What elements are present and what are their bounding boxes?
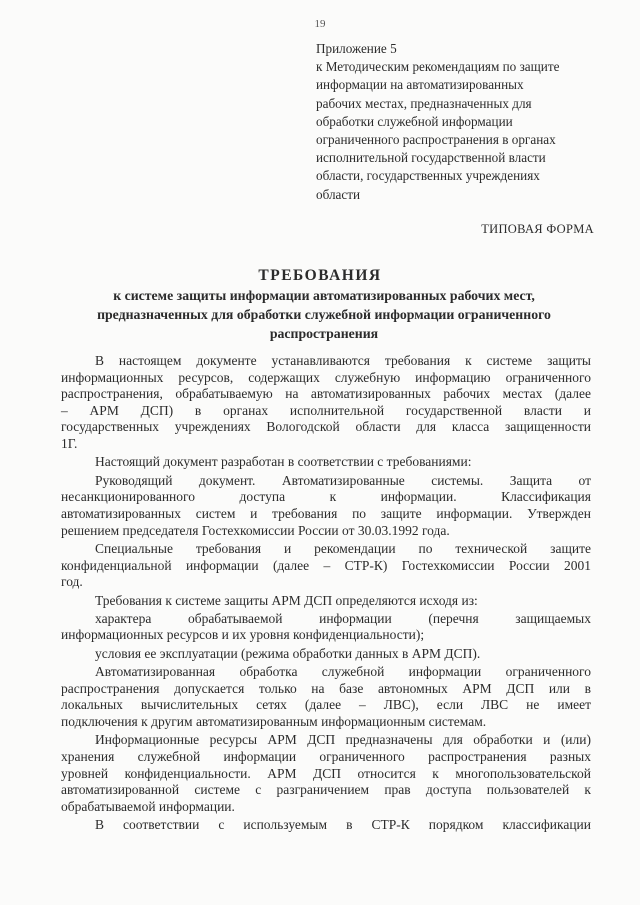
appendix-line: Приложение 5	[316, 41, 397, 56]
paragraph-line: Автоматизированная обработка служебной информации ограниченного	[95, 664, 591, 680]
appendix-line: рабочих местах, предназначенных для	[316, 95, 532, 111]
form-type-label: ТИПОВАЯ ФОРМА	[481, 222, 594, 236]
appendix-line: обработки служебной информации	[316, 113, 513, 129]
paragraph-line: уровней конфиденциальности. АРМ ДСП относится к многопользовательской	[61, 765, 591, 781]
paragraph-line: Специальные требования и рекомендации по технической защите	[95, 540, 591, 556]
paragraph-line: подключения к другим автоматизированным информационным системам.	[61, 714, 487, 730]
paragraph	[61, 732, 591, 815]
page-number: 19	[314, 18, 326, 30]
paragraph-line: В настоящем документе устанавливаются требования к системе защиты	[95, 353, 591, 368]
paragraph-line: Настоящий документ разработан в соответствии с требованиями:	[95, 454, 472, 470]
document-body	[61, 353, 591, 836]
paragraph-line: несанкционированного доступа к информации. Классификация	[61, 489, 591, 505]
appendix-line: области	[316, 186, 361, 202]
paragraph	[61, 473, 591, 539]
subtitle-line: предназначенных для обработки служебной информации ограниченного	[97, 307, 551, 322]
paragraph-line: конфиденциальной информации (далее – СТР-К) Гостехкомиссии России 2001	[61, 557, 591, 573]
paragraph	[61, 817, 591, 834]
paragraph-line: хранения служебной информации ограниченного распространения разных	[61, 749, 591, 765]
paragraph-line: Информационные ресурсы АРМ ДСП предназначены для обработки и (или)	[95, 732, 591, 748]
appendix-line: к Методическим рекомендациям по защите	[316, 59, 560, 75]
paragraph-line: локальных вычислительных сетях (далее – ЛВС), если ЛВС не имеет	[61, 697, 591, 713]
paragraph-line: информационных ресурсов и их уровня конфиденциальности);	[61, 627, 425, 643]
paragraph	[61, 664, 591, 730]
paragraph-line: информационных ресурсов, содержащих служебную информацию ограниченного	[61, 369, 591, 385]
paragraph-line: год.	[61, 574, 83, 590]
paragraph-line: В соответствии с используемым в СТР-К порядком классификации	[95, 817, 591, 833]
paragraph-line: автоматизированной системе с разграничением прав доступа пользователей к	[61, 782, 591, 798]
appendix-line: ограниченного распространения в органах	[316, 132, 556, 148]
paragraph-line: характера обрабатываемой информации (перечня защищаемых	[95, 610, 591, 626]
appendix-line: информации на автоматизированных	[316, 77, 524, 93]
paragraph	[61, 611, 591, 644]
document-subtitle	[40, 286, 608, 343]
appendix-line: области, государственных учреждениях	[316, 168, 540, 184]
paragraph-line: 1Г.	[61, 435, 78, 451]
paragraph-line: – АРМ ДСП) в органах исполнительной государственной власти и	[61, 402, 591, 418]
paragraph	[61, 593, 591, 610]
paragraph	[61, 541, 591, 591]
paragraph	[61, 454, 591, 471]
paragraph-line: Требования к системе защиты АРМ ДСП определяются исходя из:	[95, 592, 478, 608]
paragraph	[61, 646, 591, 663]
paragraph-line: автоматизированных систем и требования по защите информации. Утвержден	[61, 505, 591, 521]
subtitle-line: к системе защиты информации автоматизированных рабочих мест,	[113, 288, 535, 303]
paragraph-line: Руководящий документ. Автоматизированные системы. Защита от	[95, 472, 591, 488]
paragraph-line: решением председателя Гостехкомиссии России от 30.03.1992 года.	[61, 522, 450, 538]
paragraph-line: условия ее эксплуатации (режима обработки данных в АРМ ДСП).	[95, 645, 481, 661]
paragraph-line: распространения допускается только на базе автономных АРМ ДСП или в	[61, 680, 591, 696]
appendix-line: исполнительной государственной власти	[316, 150, 546, 166]
document-title: ТРЕБОВАНИЯ	[258, 267, 382, 284]
appendix-reference	[316, 40, 616, 204]
paragraph-line: распространения, обрабатываемую на автоматизированных рабочих местах (далее	[61, 386, 591, 402]
paragraph	[61, 353, 591, 453]
paragraph-line: государственных учреждениях Вологодской области для класса защищенности	[61, 419, 591, 435]
paragraph-line: обрабатываемой информации.	[61, 798, 235, 814]
subtitle-line: распространения	[269, 326, 379, 341]
